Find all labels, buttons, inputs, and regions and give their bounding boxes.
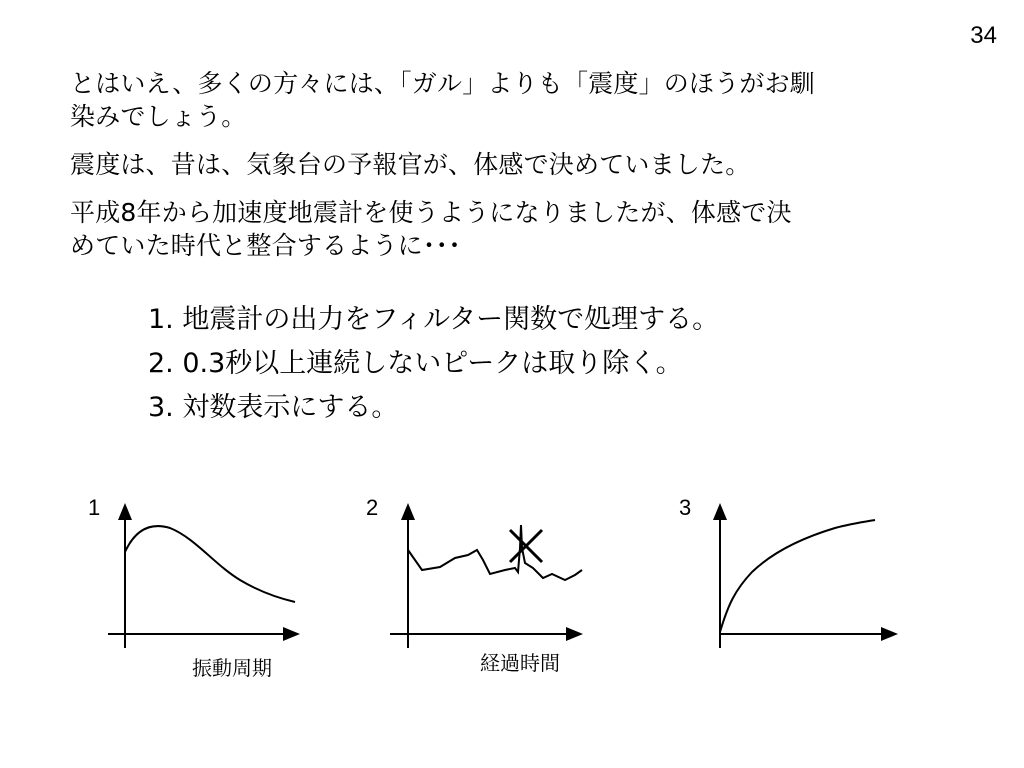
step-log-display: 3. 対数表示にする。 [148, 392, 399, 423]
processing-steps-list [148, 300, 719, 432]
graph-number: 1 [88, 495, 101, 520]
filter-curve [125, 526, 295, 602]
paragraph-line: めていた時代と整合するように･･･ [70, 231, 461, 260]
paragraph-seismometer-introduction [70, 196, 792, 262]
graph-number: 3 [679, 495, 692, 520]
graph-log-scale [679, 495, 898, 648]
x-axis-arrow [283, 627, 300, 641]
signal-trace [408, 525, 582, 580]
page-number: 34 [970, 22, 997, 49]
paragraph-forecaster-history [70, 148, 750, 181]
graph-peak-removal [366, 495, 583, 675]
paragraph-gal-vs-intensity [70, 67, 815, 133]
step-filter: 1. 地震計の出力をフィルター関数で処理する。 [148, 304, 720, 335]
x-axis-label: 振動周期 [192, 656, 272, 680]
y-axis-arrow [713, 503, 727, 520]
illustration-graphs [0, 480, 1024, 700]
graph-filter [88, 495, 300, 680]
paragraph-line: とはいえ、多くの方々には、「ガル」よりも「震度」のほうがお馴 [70, 69, 816, 98]
y-axis-arrow [118, 503, 132, 520]
x-axis-arrow [881, 627, 898, 641]
paragraph-line: 震度は、昔は、気象台の予報官が、体感で決めていました。 [70, 150, 751, 179]
x-axis-arrow [566, 627, 583, 641]
log-curve [720, 520, 875, 632]
paragraph-line: 平成8年から加速度地震計を使うようになりましたが、体感で決 [70, 198, 792, 227]
step-remove-peaks: 2. 0.3秒以上連続しないピークは取り除く。 [148, 348, 683, 379]
graph-number: 2 [366, 495, 379, 520]
y-axis-arrow [401, 503, 415, 520]
paragraph-line: 染みでしょう。 [70, 102, 247, 131]
x-axis-label: 経過時間 [480, 651, 560, 675]
